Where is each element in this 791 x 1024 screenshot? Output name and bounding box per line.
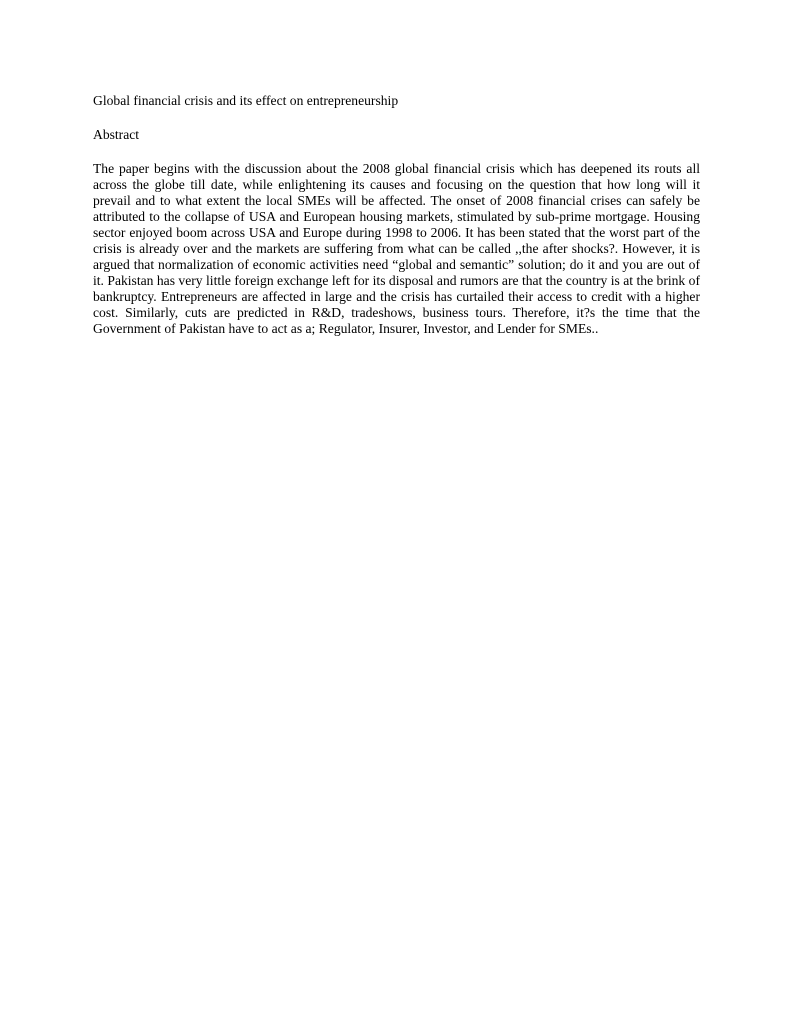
document-content	[93, 93, 700, 336]
abstract-paragraph: The paper begins with the discussion about the 2008 global financial crisis which has deepened its routs all across the globe till date, while enlightening its causes and focusing on the question that how long will it prevail and to what extent the local SMEs will be affected. The onset of 2008 financial crises can safely be attributed to the collapse of USA and European housing markets, stimulated by sub-prime mortgage. Housing sector enjoyed boom across USA and Europe during 1998 to 2006. It has been stated that the worst part of the crisis is already over and the markets are suffering from what can be called ,,the after shocks?. However, it is argued that normalization of economic activities need “global and semantic” solution; do it and you are out of it. Pakistan has very little foreign exchange left for its disposal and rumors are that the country is at the brink of bankruptcy. Entrepreneurs are affected in large and the crisis has curtailed their access to credit with a higher cost. Similarly, cuts are predicted in R&D, tradeshows, business tours. Therefore, it?s the time that the Government of Pakistan have to act as a; Regulator, Insurer, Investor, and Lender for SMEs..	[93, 161, 700, 336]
abstract-heading: Abstract	[93, 127, 140, 142]
document-title: Global financial crisis and its effect on entrepreneurship	[93, 93, 399, 108]
